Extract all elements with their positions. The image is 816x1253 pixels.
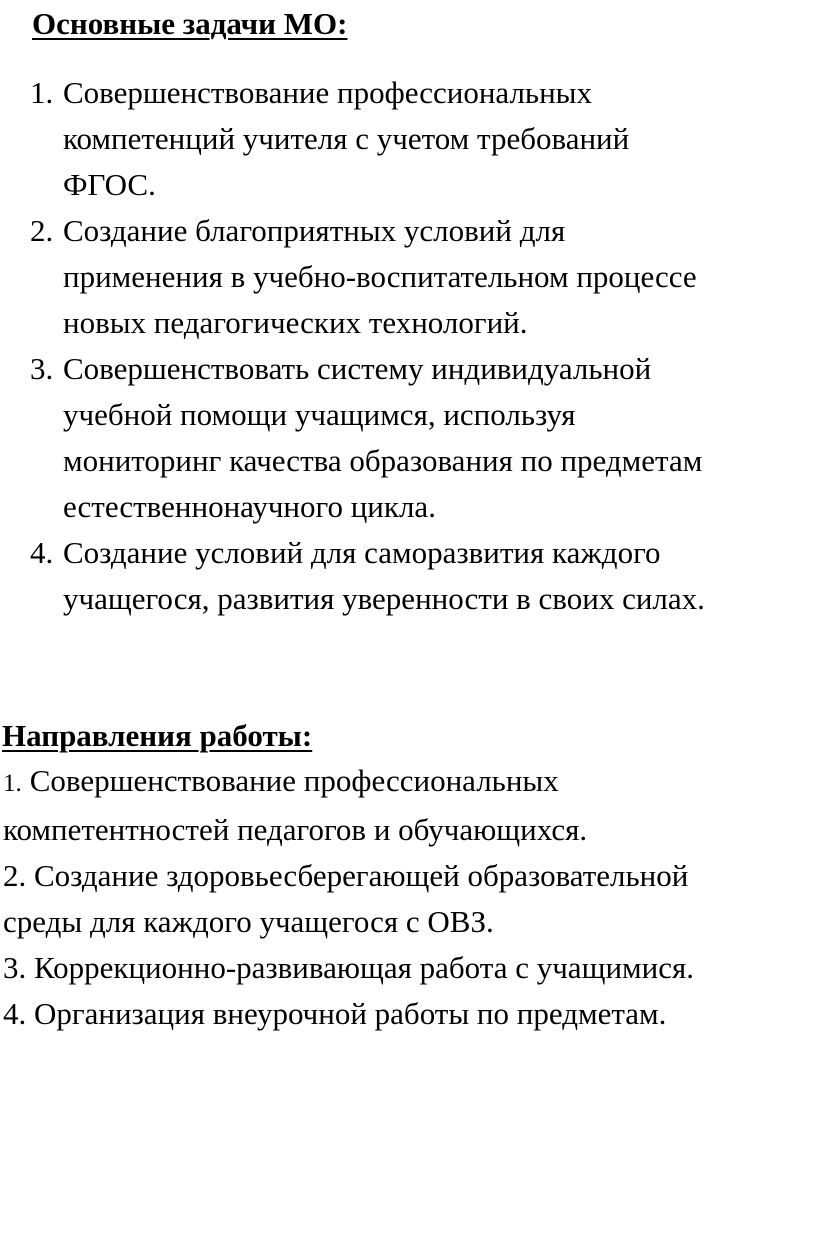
tasks-heading: Основные задачи МО: (32, 6, 348, 41)
task-number: 3. (30, 351, 54, 386)
task-number: 2. (30, 213, 54, 248)
direction-line: 3. Коррекционно-развивающая работа с учащимися. (3, 950, 695, 985)
task-item-4 (30, 530, 816, 622)
task-line: естественнонаучного цикла. (63, 489, 436, 524)
task-number: 1. (30, 75, 54, 110)
task-line: мониторинг качества образования по предметам (63, 443, 703, 478)
task-line: применения в учебно-воспитательном процессе (63, 259, 697, 294)
direction-line: 4. Организация внеурочной работы по предметам. (3, 996, 667, 1031)
task-line: Совершенствовать систему индивидуальной (63, 351, 652, 386)
direction-line: компетентностей педагогов и обучающихся. (3, 812, 588, 847)
direction-number: 1. (3, 770, 22, 797)
task-item-1 (30, 70, 816, 208)
task-line: учащегося, развития уверенности в своих силах. (63, 581, 705, 616)
directions-list (3, 758, 816, 1037)
direction-line (3, 758, 816, 807)
directions-heading: Направления работы: (2, 718, 313, 753)
tasks-list (30, 70, 816, 622)
task-number: 4. (30, 535, 54, 570)
task-line: учебной помощи учащимся, используя (63, 397, 576, 432)
direction-line: 2. Создание здоровьесберегающей образовательной (3, 858, 689, 893)
direction-text: Совершенствование профессиональных (29, 763, 559, 798)
task-line: ФГОС. (63, 167, 156, 202)
task-line: Создание благоприятных условий для (63, 213, 566, 248)
task-line: Создание условий для саморазвития каждого (63, 535, 661, 570)
task-item-3 (30, 346, 816, 530)
task-item-2 (30, 208, 816, 346)
direction-line: среды для каждого учащегося с ОВЗ. (3, 904, 494, 939)
task-line: компетенций учителя с учетом требований (63, 121, 630, 156)
task-line: Совершенствование профессиональных (63, 75, 592, 110)
task-line: новых педагогических технологий. (63, 305, 528, 340)
